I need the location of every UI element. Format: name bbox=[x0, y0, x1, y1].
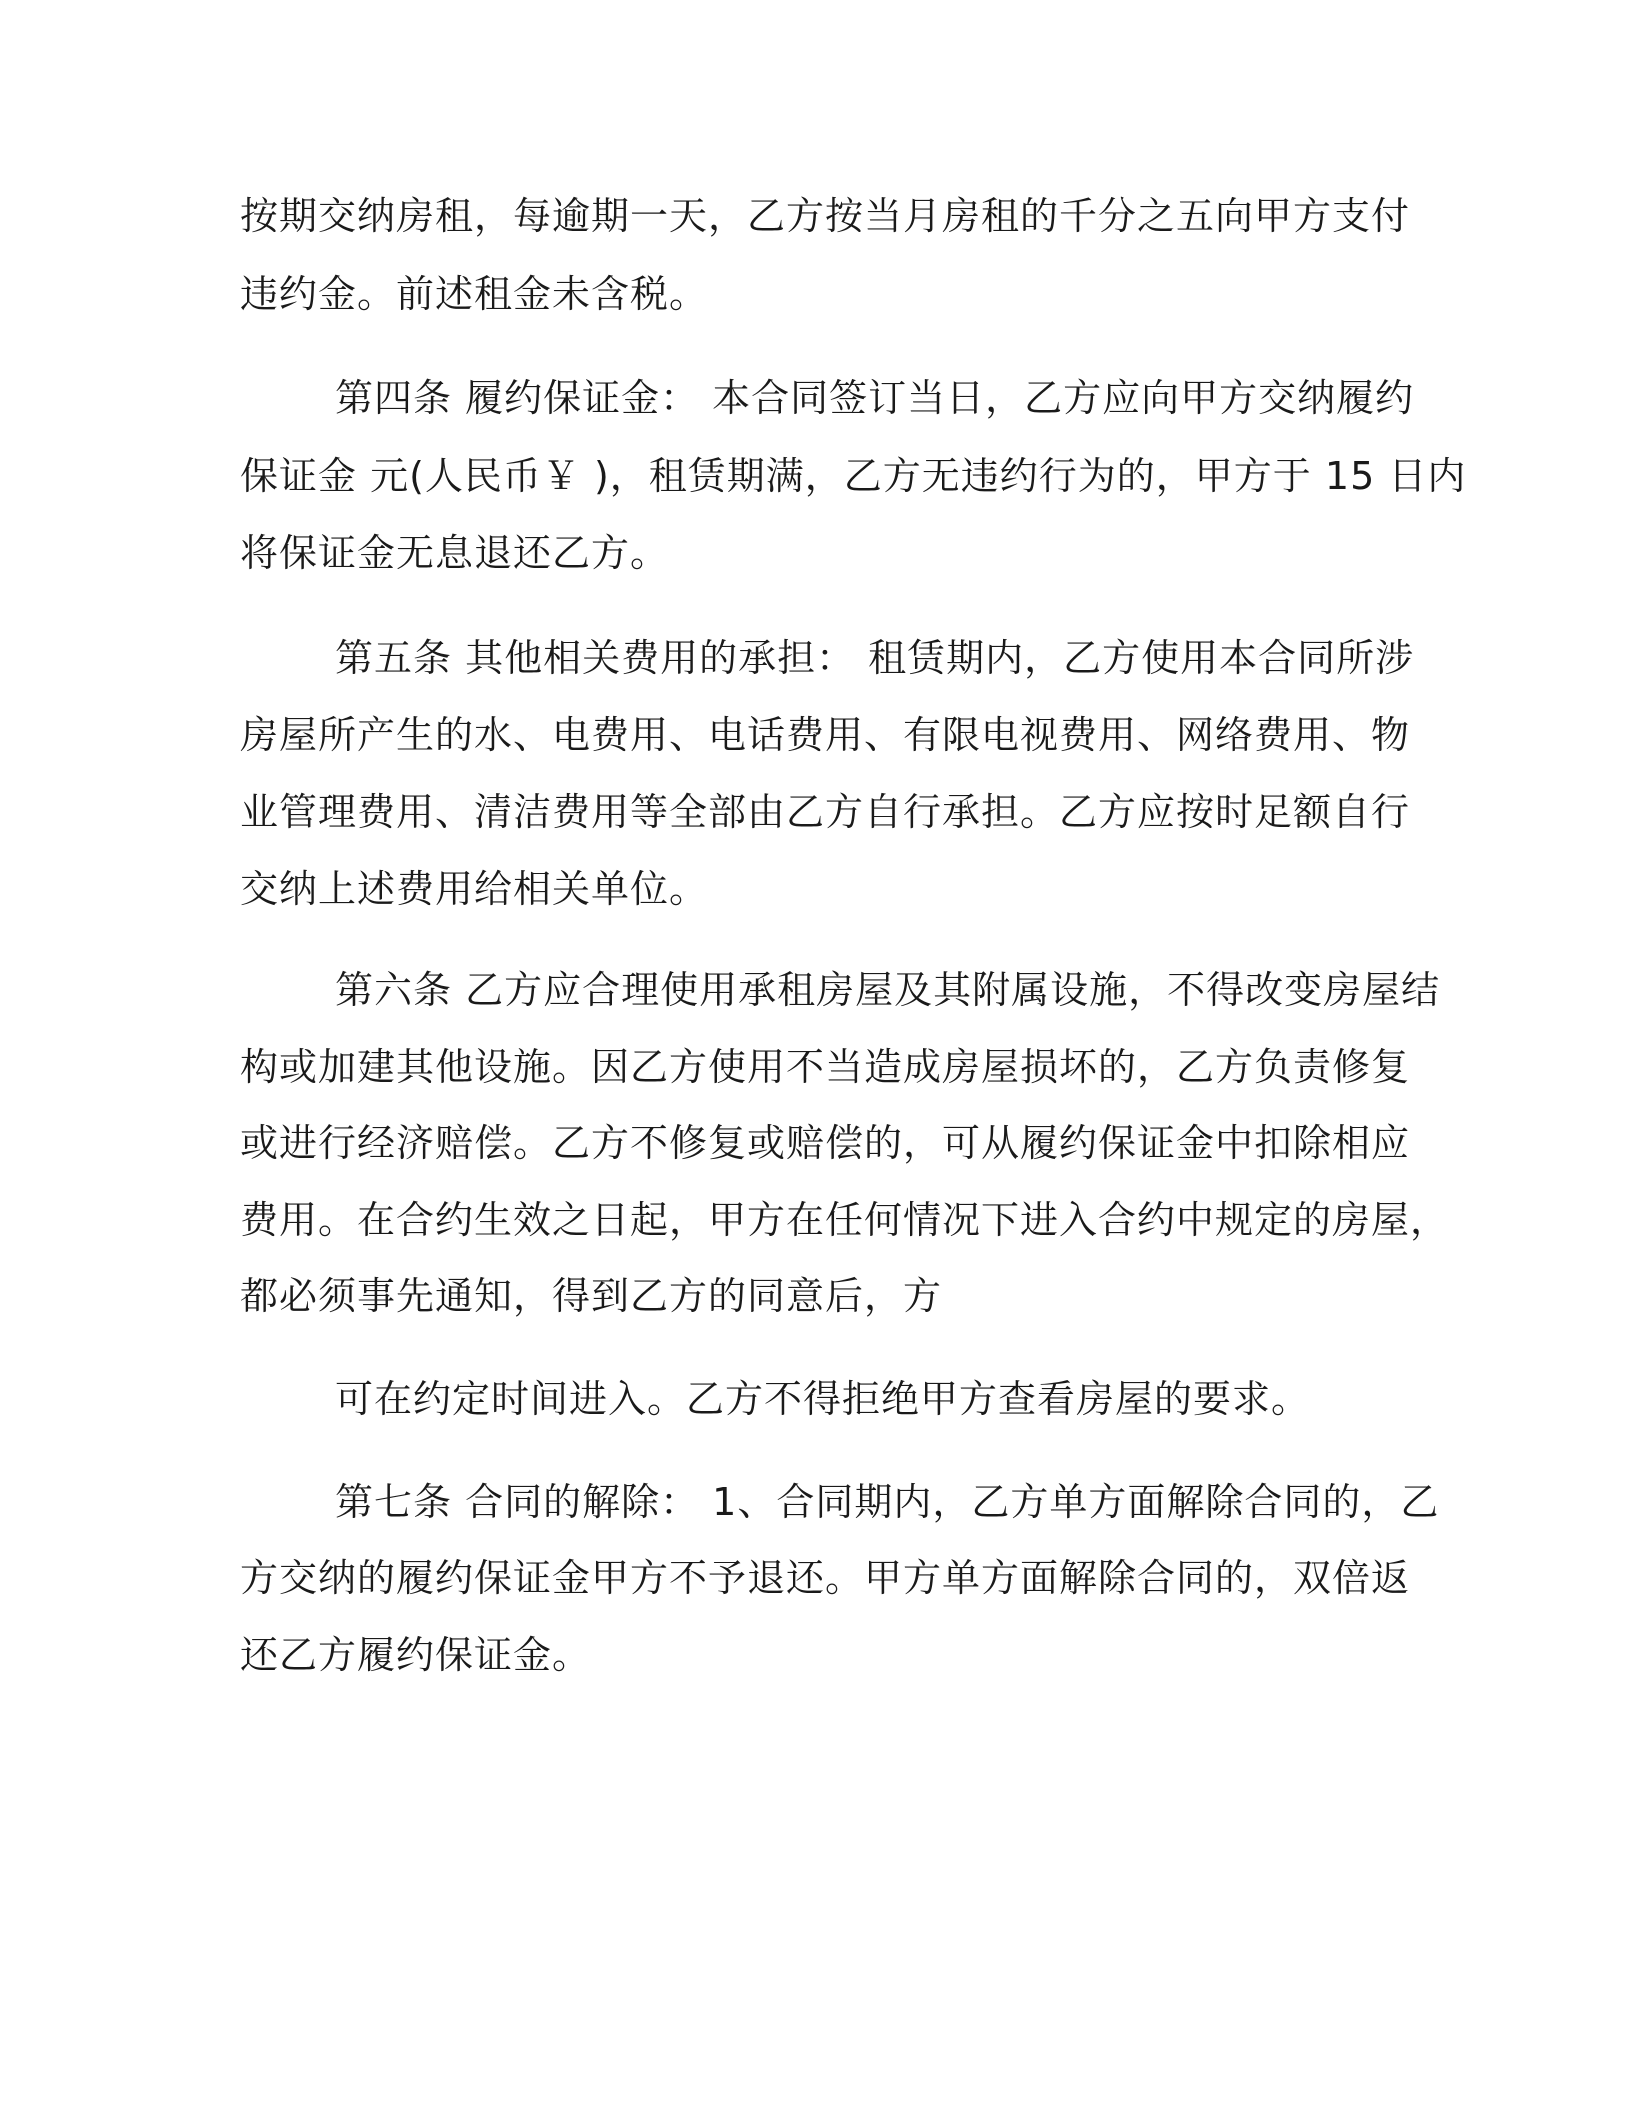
text-line: 违约金。前述租金未含税。 bbox=[240, 272, 709, 316]
text-line: 按期交纳房租，每逾期一天，乙方按当月房租的千分之五向甲方支付 bbox=[240, 194, 1411, 238]
text-line: 或进行经济赔偿。乙方不修复或赔偿的，可从履约保证金中扣除相应 bbox=[240, 1121, 1411, 1165]
text-line: 费用。在合约生效之日起，甲方在任何情况下进入合约中规定的房屋， bbox=[240, 1198, 1450, 1242]
text-line: 可在约定时间进入。乙方不得拒绝甲方查看房屋的要求。 bbox=[335, 1377, 1311, 1421]
text-line: 业管理费用、清洁费用等全部由乙方自行承担。乙方应按时足额自行 bbox=[240, 790, 1411, 834]
text-line: 方交纳的履约保证金甲方不予退还。甲方单方面解除合同的，双倍返 bbox=[240, 1556, 1411, 1600]
text-line: 保证金 元(人民币￥ )，租赁期满，乙方无违约行为的，甲方于 15 日内 bbox=[240, 454, 1467, 498]
text-line: 将保证金无息退还乙方。 bbox=[240, 531, 670, 575]
text-line: 还乙方履约保证金。 bbox=[240, 1633, 592, 1677]
text-line: 构或加建其他设施。因乙方使用不当造成房屋损坏的，乙方负责修复 bbox=[240, 1045, 1411, 1089]
text-line: 交纳上述费用给相关单位。 bbox=[240, 867, 709, 911]
text-line: 第七条 合同的解除： 1、合同期内，乙方单方面解除合同的，乙 bbox=[335, 1480, 1440, 1524]
text-line: 都必须事先通知，得到乙方的同意后，方 bbox=[240, 1274, 943, 1318]
text-line: 房屋所产生的水、电费用、电话费用、有限电视费用、网络费用、物 bbox=[240, 713, 1411, 757]
text-line: 第六条 乙方应合理使用承租房屋及其附属设施，不得改变房屋结 bbox=[335, 968, 1441, 1012]
text-line: 第五条 其他相关费用的承担： 租赁期内，乙方使用本合同所涉 bbox=[335, 636, 1415, 680]
text-line: 第四条 履约保证金： 本合同签订当日，乙方应向甲方交纳履约 bbox=[335, 376, 1415, 420]
